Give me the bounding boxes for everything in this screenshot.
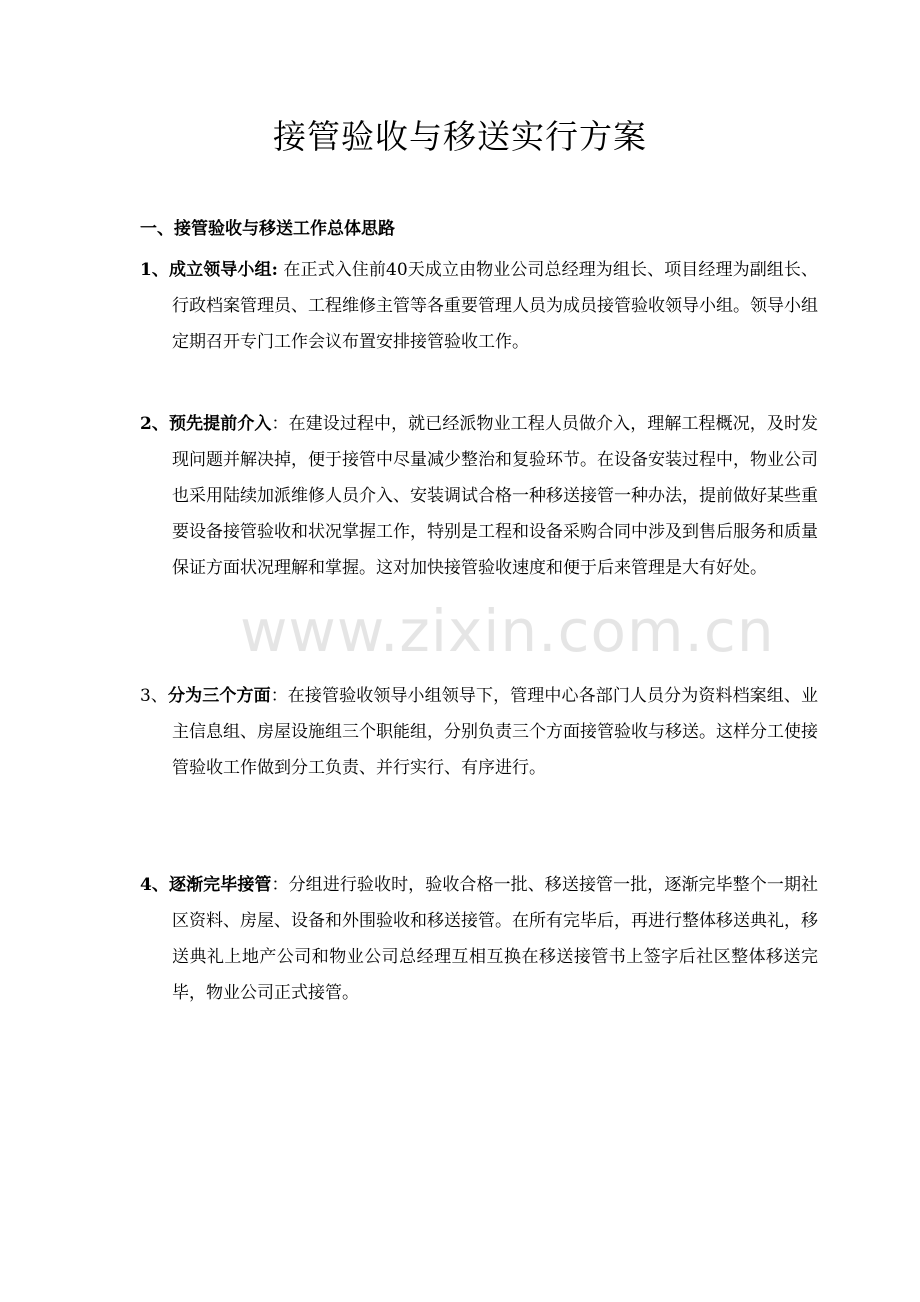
item-text: 在正式入住前40天成立由物业公司总经理为组长、项目经理为副组长、行政档案管理员、工程维修主管等各重要管理人员为成员接管验收领导小组。领导小组定期召开专门工作会议布置安排接管验收工作。 [172,260,818,352]
document-title: 接管验收与移送实行方案 [273,117,647,156]
list-item [140,867,818,1011]
item-separator: ： [271,875,289,895]
item-number: 4、 [140,875,169,895]
item-text: 在建设过程中，就已经派物业工程人员做介入，理解工程概况，及时发现问题并解决掉，便于接管中尽量减少整治和复验环节。在设备安装过程中，物业公司也采用陆续加派维修人员介入、安装调试合格一种移送接管一种办法，提前做好某些重要设备接管验收和状况掌握工作，特别是工程和设备采购合同中涉及到售后服务和质量保证方面状况理解和掌握。这对加快接管验收速度和便于后来管理是大有好处。 [172,414,819,578]
item-label: 预先提前介入 [169,414,272,434]
list-item [140,252,818,360]
item-label: 成立领导小组 [169,260,272,280]
item-separator: ： [270,686,288,706]
item-label: 分为三个方面 [168,686,271,706]
item-number: 3、 [140,686,169,706]
list-item [140,406,818,586]
item-separator: : [271,260,278,280]
item-text: 在接管验收领导小组领导下，管理中心各部门人员分为资料档案组、业主信息组、房屋设施组三个职能组，分别负责三个方面接管验收与移送。这样分工使接管验收工作做到分工负责、并行实行、有序进行。 [172,686,819,778]
item-text: 分组进行验收时，验收合格一批、移送接管一批，逐渐完毕整个一期社区资料、房屋、设备和外围验收和移送接管。在所有完毕后，再进行整体移送典礼，移送典礼上地产公司和物业公司总经理互相互换在移送接管书上签字后社区整体移送完毕，物业公司正式接管。 [172,875,819,1003]
item-separator: ： [271,414,289,434]
item-number: 2、 [140,414,169,434]
watermark: www.zixin.com.cn [240,597,775,665]
item-number: 1、 [140,260,170,280]
item-label: 逐渐完毕接管 [169,875,272,895]
section-heading: 一、接管验收与移送工作总体思路 [140,219,395,239]
list-item [140,678,818,786]
